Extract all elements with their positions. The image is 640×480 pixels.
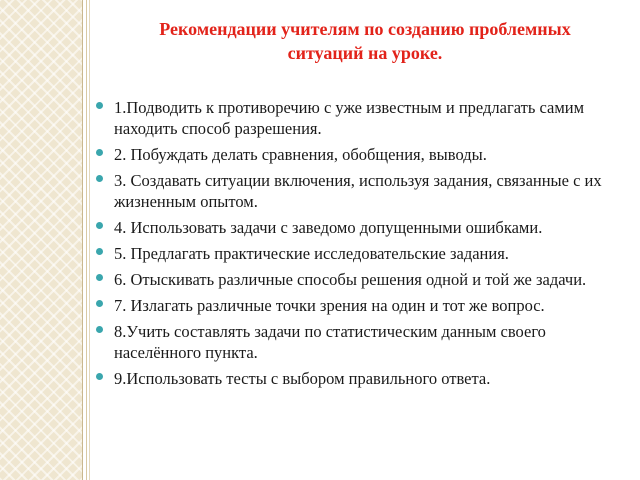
list-item [96, 243, 616, 264]
list-item [96, 269, 616, 290]
list-item-text: 9.Использовать тесты с выбором правильного ответа. [114, 369, 491, 388]
bullet-icon [96, 149, 103, 156]
list-item [96, 97, 616, 139]
slide-title-line-2: ситуаций на уроке. [287, 43, 443, 63]
list-item [96, 368, 616, 389]
bullet-icon [96, 102, 103, 109]
list-item-text: 7. Излагать различные точки зрения на один и тот же вопрос. [114, 296, 545, 315]
side-divider-line [82, 0, 83, 480]
bullet-icon [96, 248, 103, 255]
list-item [96, 217, 616, 238]
bullet-icon [96, 300, 103, 307]
side-divider-line [89, 0, 90, 480]
list-item-text: 8.Учить составлять задачи по статистическим данным своего населённого пункта. [114, 322, 546, 362]
bullet-icon [96, 326, 103, 333]
list-item [96, 144, 616, 165]
slide-title-line-1: Рекомендации учителям по созданию проблемных [159, 19, 571, 39]
list-item-text: 4. Использовать задачи с заведомо допущенными ошибками. [114, 218, 543, 237]
list-item-text: 5. Предлагать практические исследовательские задания. [114, 244, 509, 263]
slide-content [96, 97, 616, 394]
list-item [96, 321, 616, 363]
bullet-icon [96, 222, 103, 229]
list-item [96, 170, 616, 212]
list-item-text: 3. Создавать ситуации включения, используя задания, связанные с их жизненным опытом. [114, 171, 602, 211]
bullet-icon [96, 175, 103, 182]
decorative-side-strip [0, 0, 82, 480]
list-item-text: 1.Подводить к противоречию с уже известным и предлагать самим находить способ разрешения. [114, 98, 585, 138]
list-item-text: 2. Побуждать делать сравнения, обобщения, выводы. [114, 145, 487, 164]
recommendation-list [96, 97, 616, 389]
bullet-icon [96, 373, 103, 380]
list-item [96, 295, 616, 316]
side-divider-line [86, 0, 87, 480]
slide-title [110, 17, 620, 65]
list-item-text: 6. Отыскивать различные способы решения одной и той же задачи. [114, 270, 587, 289]
bullet-icon [96, 274, 103, 281]
